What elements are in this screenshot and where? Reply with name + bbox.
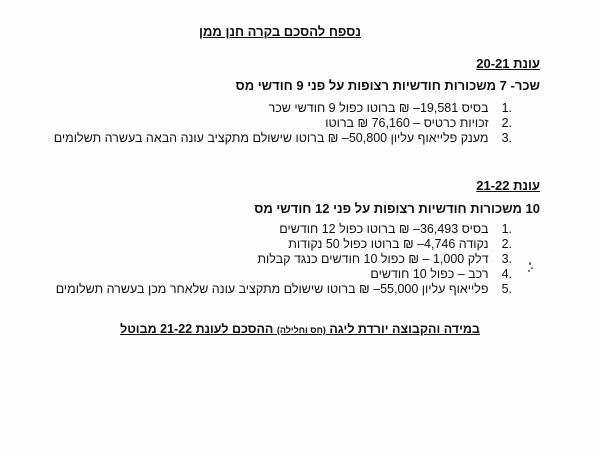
list-item bbox=[54, 131, 512, 146]
list-item bbox=[56, 252, 512, 267]
item-number: 4. bbox=[501, 267, 512, 281]
list-item bbox=[56, 222, 512, 237]
list-item bbox=[54, 116, 512, 131]
season-heading-21-22: עונת 21-22 bbox=[476, 178, 540, 193]
item-number: 1. bbox=[501, 101, 512, 115]
clause-parenthetical: (חס וחלילה) bbox=[276, 325, 326, 335]
item-text: בסיס 36,493– ₪ ברוטו כפול 12 חודשים bbox=[279, 222, 489, 236]
list-item bbox=[56, 267, 512, 282]
terms-list-20-21 bbox=[54, 101, 512, 146]
item-number: 2. bbox=[501, 116, 512, 130]
item-text: זכויות כרטיס – 76,160 ₪ ברוטו bbox=[325, 116, 489, 130]
item-text: דלק 1,000 – ₪ כפול 10 חודשים כנגד קבלות bbox=[257, 252, 489, 266]
item-text: רכב – כפול 10 חודשים bbox=[370, 267, 489, 281]
scan-mark bbox=[527, 262, 535, 272]
relegation-clause bbox=[0, 322, 600, 336]
salary-heading-20-21: שכר- 7 משכורות חודשיות רצופות על פני 9 חודשי מס bbox=[235, 78, 540, 93]
season-heading-20-21: עונת 20-21 bbox=[476, 56, 540, 71]
list-item bbox=[56, 282, 512, 297]
list-item bbox=[56, 237, 512, 252]
salary-heading-21-22: 10 משכורות חודשיות רצופות על פני 12 חודשי מס bbox=[254, 201, 540, 216]
item-number: 3. bbox=[501, 252, 512, 266]
item-number: 5. bbox=[501, 282, 512, 296]
item-text: פלייאוף עליון 55,000– ₪ ברוטו שישולם מתקציב עונה שלאחר מכן בעשרה תשלומים bbox=[55, 282, 489, 296]
document-title: נספח להסכם בקרה חנן ממן bbox=[199, 24, 361, 39]
clause-text-end: ההסכם לעונת 21-22 מבוטל bbox=[120, 322, 274, 336]
item-number: 2. bbox=[501, 237, 512, 251]
item-number: 3. bbox=[501, 131, 512, 145]
item-text: נקודה 4,746– ₪ ברוטו כפול 50 נקודות bbox=[288, 237, 489, 251]
list-item bbox=[54, 101, 512, 116]
item-number: 1. bbox=[501, 222, 512, 236]
item-text: מענק פלייאוף עליון 50,800– ₪ ברוטו שישולם מתקציב עונה הבאה בעשרה תשלומים bbox=[53, 131, 489, 145]
terms-list-21-22 bbox=[56, 222, 512, 297]
clause-text-start: במידה והקבוצה יורדת ליגה bbox=[329, 322, 480, 336]
item-text: בסיס 19,581– ₪ ברוטו כפול 9 חודשי שכר bbox=[268, 101, 489, 115]
